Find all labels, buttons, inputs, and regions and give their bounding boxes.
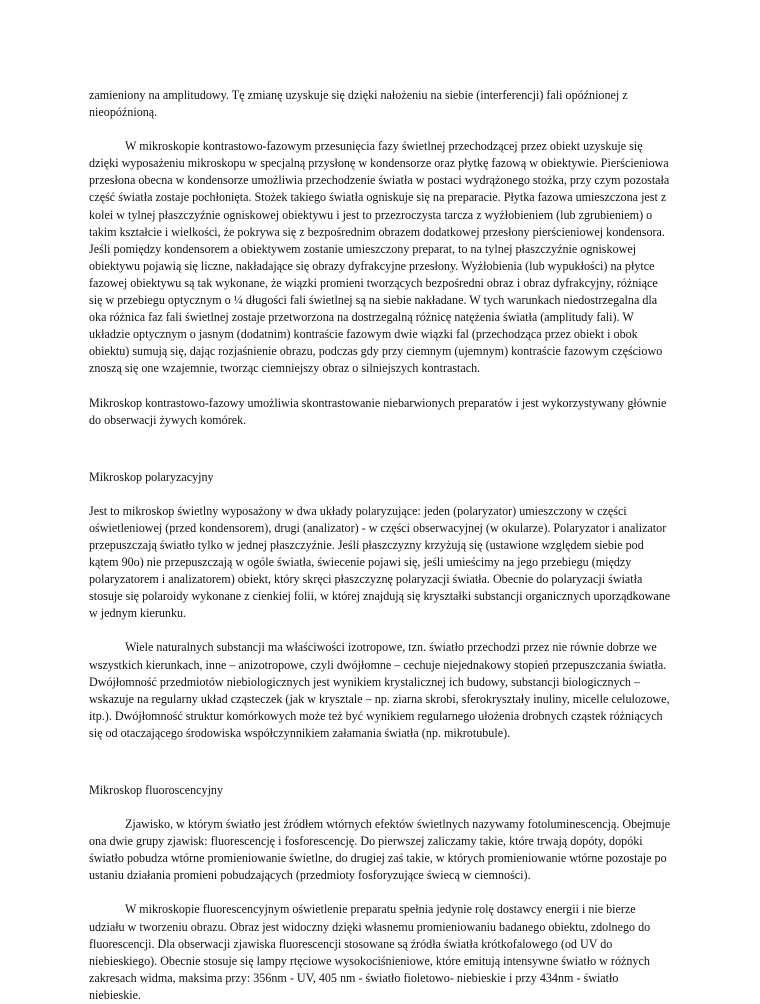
polarizing-paragraph-1: Jest to mikroskop świetlny wyposażony w dwa układy polaryzujące: jeden (polaryzator) umieszczony w części oświetleniowej (przed kondensorem), drugi (analizator) - w części obserwacyjnej (w okularze). Polaryzator i analizator przepuszczają światło tylko w jednej płaszczyźnie. Jeśli płaszczyzny krzyżują się (ustawione względem siebie pod kątem 90o) nie przepuszczają w ogóle światła, świecenie pojawi się, jeśli umieścimy na jego przebiegu (między polaryzatorem i analizatorem) obiekt, który skręci płaszczyznę polaryzacji światła. Obecnie do polaryzacji światła stosuje się polaroidy wykonane z cienkiej folii, w której znajdują się kryształki substancji organicznych uporządkowane w jednym kierunku.: [89, 503, 671, 621]
phase-contrast-paragraph-1: W mikroskopie kontrastowo-fazowym przesunięcia fazy świetlnej przechodzącej przez obiekt uzyskuje się dzięki wyposażeniu mikroskopu w specjalną przysłonę w kondensorze oraz płytkę fazową w obiektywie. Pierścieniowa przesłona obecna w kondensorze umożliwia przechodzenie światła w postaci wydrążonego stożka, przy czym pozostała część światła zostaje pochłonięta. Stożek takiego światła ogniskuje się na preparacie. Płytka fazowa umieszczona jest z kolei w tylnej płaszczyźnie ogniskowej obiektywu i jest to przezroczysta tarcza z wyżłobieniem (lub zgrubieniem) o takim kształcie i wielkości, że pokrywa się z bezpośrednim obrazem dodatkowej przesłony pierścieniowej kondensora. Jeśli pomiędzy kondensorem a obiektywem zostanie umieszczony preparat, to na tylnej płaszczyźnie ogniskowej obiektywu pojawią się liczne, nakładające się obrazy dyfrakcyjne przesłony. Wyżłobienia (lub wypukłości) na płytce fazowej obiektywu są tak wykonane, że wiązki promieni tworzących bezpośredni obraz i obraz dyfrakcyjny, różniące się w przebiegu optycznym o ¼ długości fali świetlnej są na siebie nakładane. W tych warunkach niedostrzegalna dla oka różnica faz fali świetlnej zostaje przetworzona na dostrzegalną różnicę natężenia światła (amplitudy fali). W układzie optycznym o jasnym (dodatnim) kontraście fazowym dwie wiązki fal (przechodząca przez obiekt i obok obiektu) sumują się, dając rozjaśnienie obrazu, podczas gdy przy ciemnym (ujemnym) kontraście fazowym częściowo znoszą się one wzajemnie, tworząc ciemniejszy obraz o silniejszych kontrastach.: [89, 139, 670, 376]
fluorescence-paragraph-1: Zjawisko, w którym światło jest źródłem wtórnych efektów świetlnych nazywamy fotoluminescencją. Obejmuje ona dwie grupy zjawisk: fluorescencję i fosforescencję. Do pierwszej zaliczamy takie, które trwają dopóty, dopóki światło pobudza wtórne promieniowanie świetlne, do drugiej zaś takie, w których promieniowanie wtórne pozostaje po ustaniu działania promieni pobudzających (przedmioty fosforyzujące świecą w ciemności).: [89, 817, 671, 883]
intro-continuation-paragraph: zamieniony na amplitudowy. Tę zmianę uzyskuje się dzięki nałożeniu na siebie (interferencji) fali opóźnionej z nieopóźnioną.: [89, 88, 628, 120]
polarizing-paragraph-2: Wiele naturalnych substancji ma właściwości izotropowe, tzn. światło przechodzi przez nie równie dobrze we wszystkich kierunkach, inne – anizotropowe, czyli dwójłomne – cechuje niejednakowy stopień przepuszczania światła. Dwójłomność przedmiotów niebiologicznych jest wynikiem krystalicznej ich budowy, substancji biologicznych – wskazuje na regularny układ cząsteczek (jak w krysztale – np. ziarna skrobi, sferokryształy inuliny, micelle celulozowe, itp.). Dwójłomność struktur komórkowych może też być wynikiem regularnego ułożenia drobnych cząstek różniących się od otaczającego środowiska współczynnikiem załamania światła (np. mikrotubule).: [89, 640, 670, 740]
document-page: [89, 87, 673, 1004]
phase-contrast-paragraph-2: Mikroskop kontrastowo-fazowy umożliwia skontrastowanie niebarwionych preparatów i jest wykorzystywany głównie do obserwacji żywych komórek.: [89, 395, 667, 427]
fluorescence-paragraph-2: W mikroskopie fluorescencyjnym oświetlenie preparatu spełnia jedynie rolę dostawcy energii i nie bierze udziału w tworzeniu obrazu. Obraz jest widoczny dzięki własnemu promieniowaniu badanego obiektu, zdolnego do fluorescencji. Dla obserwacji zjawiska fluorescencji stosowane są źródła światła krótkofalowego (od UV do niebieskiego). Obecnie stosuje się lampy rtęciowe wysokociśnieniowe, które emitują intensywne światło w różnych zakresach widma, maksima przy: 356nm - UV, 405 nm - światło fioletowo- niebieskie i przy 434nm - światło niebieskie.: [89, 902, 651, 1002]
fluorescence-microscope-heading: Mikroskop fluoroscencyjny: [89, 783, 224, 797]
polarizing-microscope-heading: Mikroskop polaryzacyjny: [89, 469, 214, 484]
